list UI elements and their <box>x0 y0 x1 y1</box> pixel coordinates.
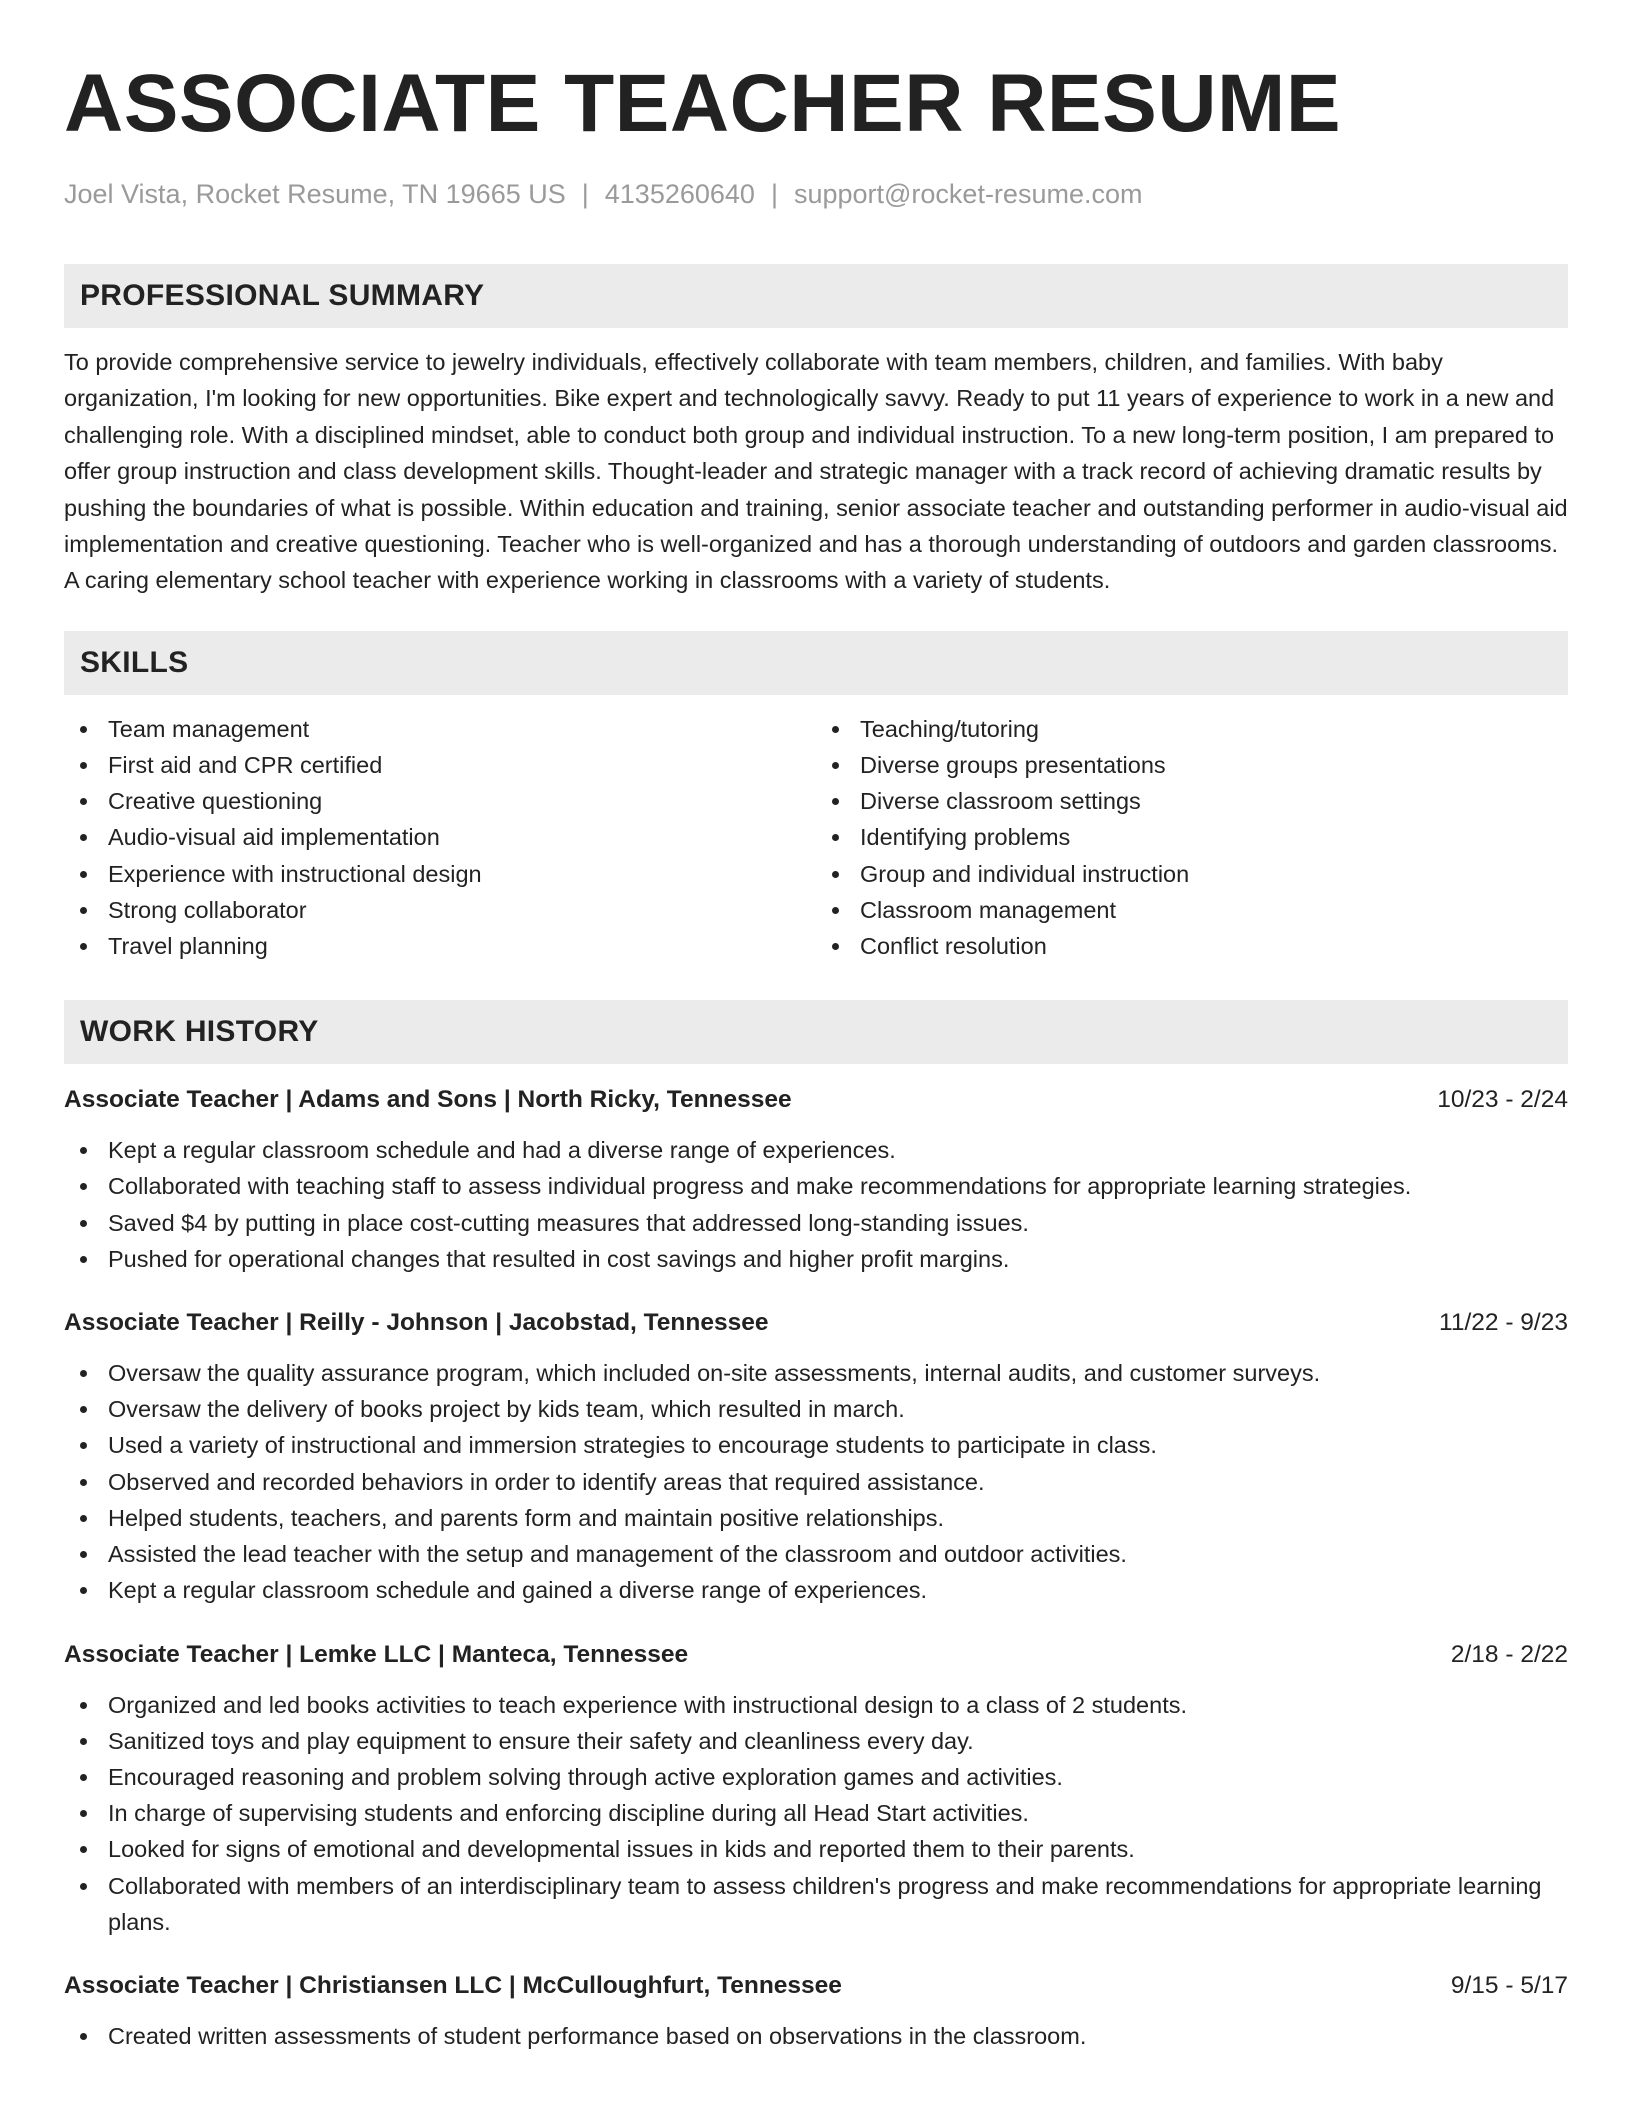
job-bullet: Collaborated with members of an interdisciplinary team to assess children's progress and make recommendations for appropriate learning plans. <box>64 1868 1568 1940</box>
job-entry <box>64 1637 1568 1940</box>
job-bullet: In charge of supervising students and enforcing discipline during all Head Start activities. <box>64 1795 1568 1831</box>
resume-title: ASSOCIATE TEACHER RESUME <box>64 58 1342 149</box>
skill-item: Diverse groups presentations <box>816 747 1568 783</box>
section-header-skills: SKILLS <box>64 631 1568 695</box>
job-bullet: Oversaw the quality assurance program, which included on-site assessments, internal audits, and customer surveys. <box>64 1355 1568 1391</box>
job-dates: 9/15 - 5/17 <box>1450 1971 1568 1999</box>
job-bullet: Pushed for operational changes that resulted in cost savings and higher profit margins. <box>64 1241 1568 1277</box>
contact-phone: 4135260640 <box>604 179 755 209</box>
skills-column-left <box>64 711 816 964</box>
job-bullet: Observed and recorded behaviors in order to identify areas that required assistance. <box>64 1464 1568 1500</box>
job-bullets <box>64 1355 1568 1608</box>
job-entry <box>64 1305 1568 1608</box>
job-bullets <box>64 1687 1568 1940</box>
contact-email: support@rocket-resume.com <box>793 179 1143 209</box>
summary-text: To provide comprehensive service to jewelry individuals, effectively collaborate with team members, children, and families. With baby organization, I'm looking for new opportunities. Bike expert and technologically savvy. Ready to put 11 years of experience to work in a new and challenging role. With a disciplined mindset, able to conduct both group and individual instruction. To a new long-term position, I am prepared to offer group instruction and class development skills. Thought-leader and strategic manager with a track record of achieving dramatic results by pushing the boundaries of what is possible. Within education and training, senior associate teacher and outstanding performer in audio-visual aid implementation and creative questioning. Teacher who is well-organized and has a thorough understanding of outdoors and garden classrooms. A caring elementary school teacher with experience working in classrooms with a variety of students. <box>64 349 1568 594</box>
skill-item: Travel planning <box>64 928 816 964</box>
skill-item: Strong collaborator <box>64 892 816 928</box>
contact-separator: | <box>581 179 589 209</box>
contact-line <box>64 176 1568 212</box>
job-bullet: Looked for signs of emotional and developmental issues in kids and reported them to their parents. <box>64 1831 1568 1867</box>
job-bullet: Saved $4 by putting in place cost-cutting measures that addressed long-standing issues. <box>64 1205 1568 1241</box>
job-header <box>64 1968 1568 2004</box>
skills-grid <box>64 711 1568 964</box>
skill-item: Conflict resolution <box>816 928 1568 964</box>
skill-item: Identifying problems <box>816 819 1568 855</box>
contact-address: Joel Vista, Rocket Resume, TN 19665 US <box>64 179 566 209</box>
job-bullet: Encouraged reasoning and problem solving through active exploration games and activities. <box>64 1759 1568 1795</box>
job-title: Associate Teacher | Lemke LLC | Manteca, Tennessee <box>64 1640 689 1668</box>
skill-item: Creative questioning <box>64 783 816 819</box>
skill-item: Diverse classroom settings <box>816 783 1568 819</box>
job-header <box>64 1082 1568 1118</box>
skill-item: Classroom management <box>816 892 1568 928</box>
job-title: Associate Teacher | Adams and Sons | North Ricky, Tennessee <box>64 1086 792 1114</box>
job-bullets <box>64 1132 1568 1277</box>
job-bullet: Kept a regular classroom schedule and gained a diverse range of experiences. <box>64 1572 1568 1608</box>
job-bullet: Oversaw the delivery of books project by kids team, which resulted in march. <box>64 1391 1568 1427</box>
job-bullet: Assisted the lead teacher with the setup and management of the classroom and outdoor activities. <box>64 1536 1568 1572</box>
section-header-summary: PROFESSIONAL SUMMARY <box>64 264 1568 328</box>
contact-separator: | <box>770 179 778 209</box>
job-bullet: Created written assessments of student performance based on observations in the classroom. <box>64 2018 1568 2054</box>
skill-item: Team management <box>64 711 816 747</box>
job-bullet: Collaborated with teaching staff to assess individual progress and make recommendations for appropriate learning strategies. <box>64 1168 1568 1204</box>
job-bullet: Kept a regular classroom schedule and had a diverse range of experiences. <box>64 1132 1568 1168</box>
job-dates: 11/22 - 9/23 <box>1439 1309 1568 1337</box>
skill-item: Audio-visual aid implementation <box>64 819 816 855</box>
job-header <box>64 1637 1568 1673</box>
job-dates: 10/23 - 2/24 <box>1437 1086 1568 1114</box>
job-dates: 2/18 - 2/22 <box>1450 1640 1568 1668</box>
job-bullet: Used a variety of instructional and immersion strategies to encourage students to participate in class. <box>64 1427 1568 1463</box>
job-bullet: Organized and led books activities to teach experience with instructional design to a class of 2 students. <box>64 1687 1568 1723</box>
job-bullet: Helped students, teachers, and parents form and maintain positive relationships. <box>64 1500 1568 1536</box>
job-entry <box>64 1082 1568 1277</box>
job-entry <box>64 1968 1568 2054</box>
skills-column-right <box>816 711 1568 964</box>
job-title: Associate Teacher | Reilly - Johnson | Jacobstad, Tennessee <box>64 1309 769 1337</box>
skill-item: Group and individual instruction <box>816 856 1568 892</box>
skill-item: Experience with instructional design <box>64 856 816 892</box>
section-header-work-history: WORK HISTORY <box>64 1000 1568 1064</box>
skill-item: Teaching/tutoring <box>816 711 1568 747</box>
job-bullet: Sanitized toys and play equipment to ensure their safety and cleanliness every day. <box>64 1723 1568 1759</box>
skill-item: First aid and CPR certified <box>64 747 816 783</box>
job-bullets <box>64 2018 1568 2054</box>
job-title: Associate Teacher | Christiansen LLC | McCulloughfurt, Tennessee <box>64 1971 842 1999</box>
job-header <box>64 1305 1568 1341</box>
